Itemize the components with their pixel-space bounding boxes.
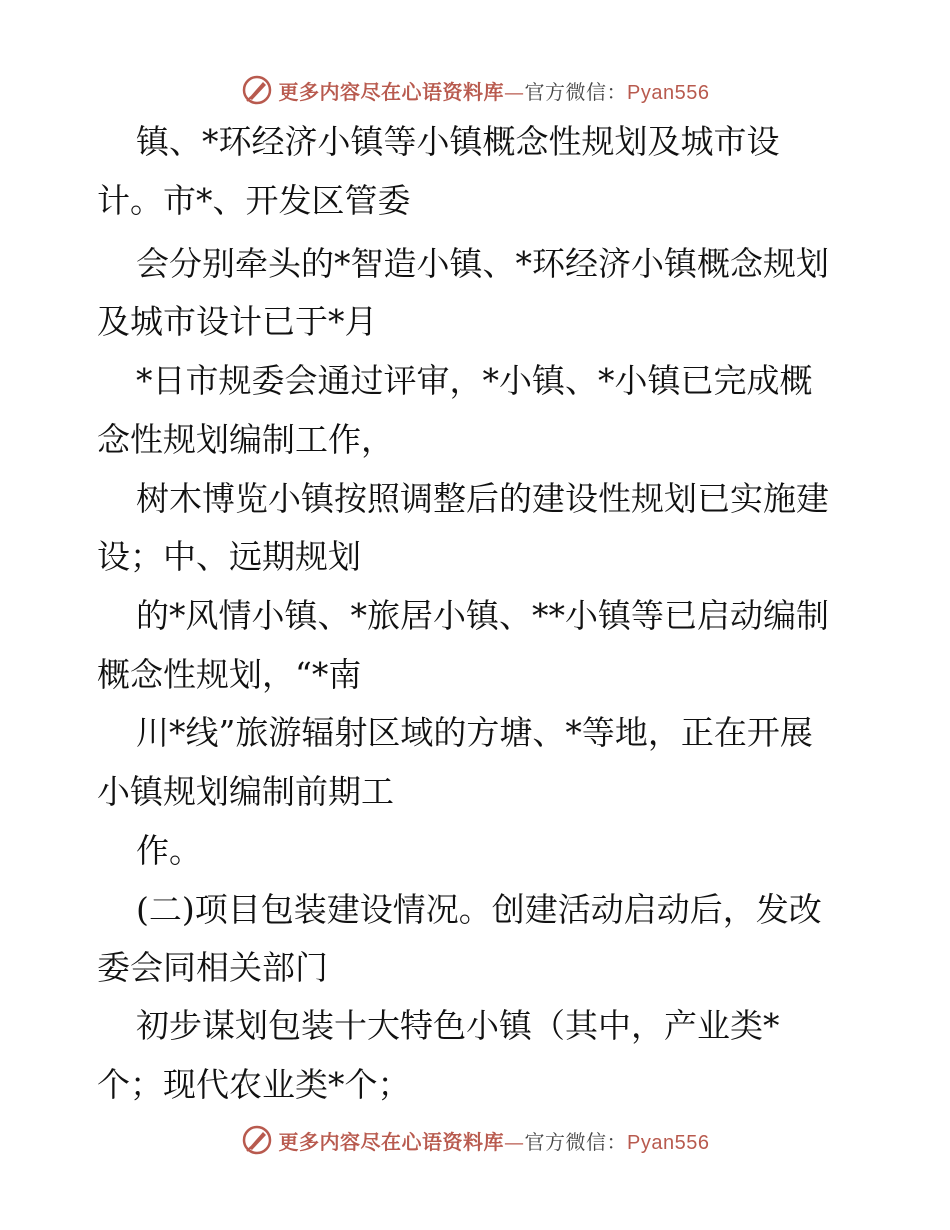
header-watermark [0, 70, 950, 110]
text-line-13: 作。 [136, 831, 202, 870]
watermark-id: Pyan556 [627, 81, 710, 104]
watermark-id: Pyan556 [627, 1131, 710, 1154]
watermark-main: 更多内容尽在心语资料库 [278, 79, 505, 104]
watermark-dash: — [504, 1129, 525, 1154]
text-line-16: 初步谋划包装十大特色小镇（其中，产业类* [136, 1006, 780, 1045]
watermark-dash: — [504, 79, 525, 104]
text-line-6: 念性规划编制工作， [97, 420, 394, 459]
watermark-text [279, 1126, 710, 1155]
text-line-15: 委会同相关部门 [97, 948, 328, 987]
watermark-main: 更多内容尽在心语资料库 [278, 1129, 505, 1154]
text-line-2: 计。市*、开发区管委 [97, 181, 411, 220]
text-line-11: 川*线”旅游辐射区域的方塘、*等地，正在开展 [136, 713, 813, 752]
text-line-4: 及城市设计已于*月 [97, 302, 378, 341]
text-line-3: 会分别牵头的*智造小镇、*环经济小镇概念规划 [136, 244, 829, 283]
watermark-official: 官方微信： [524, 79, 628, 104]
quill-logo-icon [241, 1124, 273, 1156]
text-line-9: 的*风情小镇、*旅居小镇、**小镇等已启动编制 [136, 596, 829, 635]
text-line-17: 个；现代农业类*个； [97, 1065, 411, 1104]
watermark-text [279, 76, 710, 105]
footer-watermark [0, 1120, 950, 1160]
text-line-14: (二)项目包装建设情况。创建活动启动后，发改 [136, 890, 822, 929]
text-line-5: *日市规委会通过评审，*小镇、*小镇已完成概 [136, 361, 813, 400]
text-line-12: 小镇规划编制前期工 [97, 772, 394, 811]
text-line-8: 设；中、远期规划 [97, 537, 361, 576]
quill-logo-icon [241, 74, 273, 106]
text-line-10: 概念性规划，“*南 [97, 655, 362, 694]
watermark-official: 官方微信： [524, 1129, 628, 1154]
text-line-7: 树木博览小镇按照调整后的建设性规划已实施建 [136, 479, 829, 518]
text-line-1: 镇、*环经济小镇等小镇概念性规划及城市设 [136, 122, 780, 161]
